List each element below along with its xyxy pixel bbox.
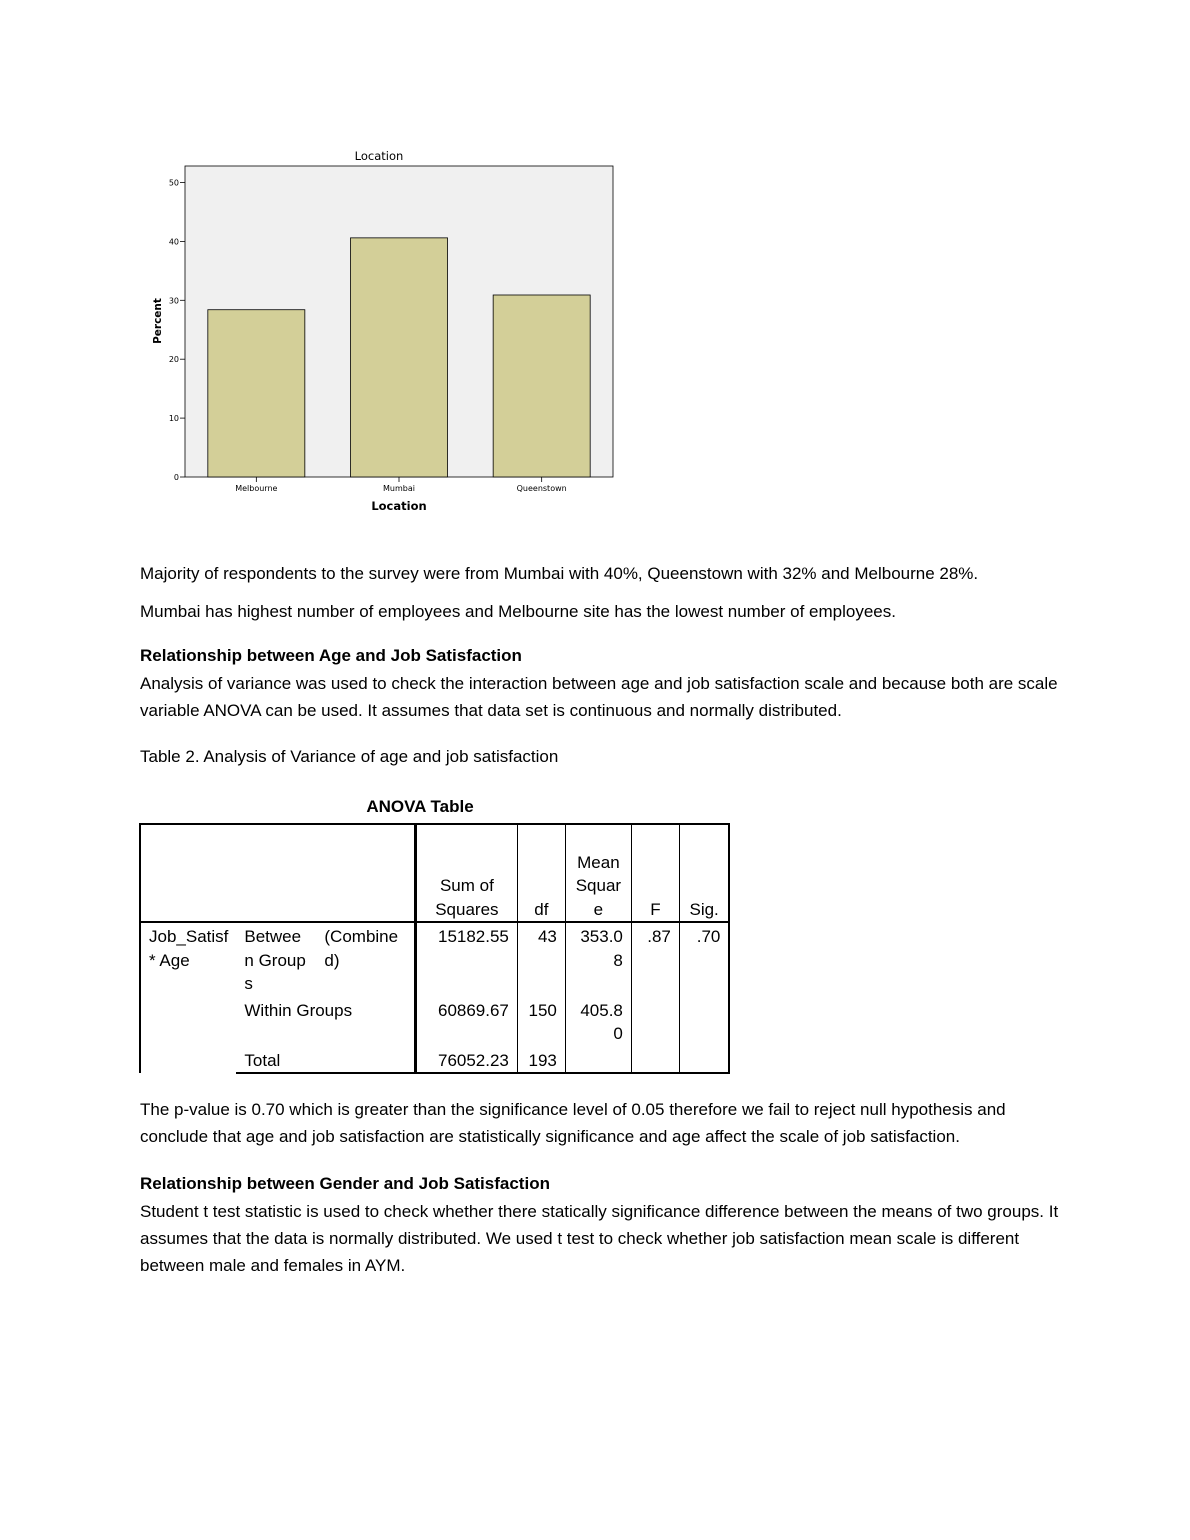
bar-queenstown (493, 295, 590, 477)
age-section-body: Analysis of variance was used to check the interaction between age and job satisfaction scale and because both are scale variable ANOVA can be used. It assumes that data set is continuous and normally distributed. (140, 674, 1058, 720)
header-sum-of-squares: Sum of Squares (415, 824, 517, 922)
gender-section-heading: Relationship between Gender and Job Satisfaction (140, 1174, 550, 1193)
within-ss: 60869.67 (415, 996, 517, 1046)
x-tick-label: Melbourne (235, 484, 278, 493)
within-f-empty (631, 996, 679, 1046)
y-tick-label: 0 (173, 473, 179, 482)
total-label: Total (236, 1046, 415, 1074)
location-bar-chart (140, 140, 630, 520)
chart-title: Location (354, 149, 404, 163)
total-sig-empty (679, 1046, 729, 1074)
total-ss: 76052.23 (415, 1046, 517, 1074)
anova-header-row (140, 824, 729, 922)
age-section-heading: Relationship between Age and Job Satisfaction (140, 646, 522, 665)
y-axis-label: Percent (152, 298, 164, 344)
between-df: 43 (517, 922, 565, 996)
y-tick-label: 20 (168, 355, 179, 365)
between-sig: .70 (679, 922, 729, 996)
location-summary-paragraph: Majority of respondents to the survey were from Mumbai with 40%, Queenstown with 32% and Melbourne 28%. (140, 564, 979, 583)
bar-melbourne (208, 310, 305, 477)
combined-label: (Combined) (324, 927, 399, 970)
y-tick-label: 40 (168, 237, 179, 247)
x-axis (235, 477, 566, 493)
within-ms: 405.80 (565, 996, 631, 1046)
header-mean-square: Mean Square (565, 824, 631, 922)
x-tick-label: Mumbai (383, 484, 415, 493)
x-tick-label: Queenstown (516, 484, 567, 493)
between-f: .87 (631, 922, 679, 996)
between-ss: 15182.55 (415, 922, 517, 996)
anova-table-title: ANOVA Table (366, 797, 474, 816)
x-axis-label: Location (371, 499, 427, 513)
within-df: 150 (517, 996, 565, 1046)
within-sig-empty (679, 996, 729, 1046)
y-tick-label: 30 (168, 296, 179, 306)
y-tick-label: 10 (168, 414, 179, 424)
total-ms-empty (565, 1046, 631, 1074)
bar-mumbai (350, 238, 447, 477)
y-axis (169, 178, 185, 482)
header-blank-cell (140, 824, 415, 922)
pvalue-paragraph: The p-value is 0.70 which is greater than the significance level of 0.05 therefore we fail to reject null hypothesis and conclude that age and job satisfaction are statistically significance and age affect the scale of job satisfaction. (140, 1100, 1006, 1146)
total-f-empty (631, 1046, 679, 1074)
table-caption: Table 2. Analysis of Variance of age and job satisfaction (140, 747, 559, 766)
gender-section-body: Student t test statistic is used to check whether there statically significance difference between the means of two groups. It assumes that the data is normally distributed. We used t test to check whether job satisfaction mean scale is different between male and females in AYM. (140, 1202, 1059, 1275)
anova-table (139, 823, 730, 1074)
header-f: F (631, 824, 679, 922)
table-row (140, 922, 729, 996)
header-df: df (517, 824, 565, 922)
within-groups-label: Within Groups (244, 1000, 353, 1020)
employees-note-paragraph: Mumbai has highest number of employees and Melbourne site has the lowest number of employees. (140, 602, 896, 621)
total-df: 193 (517, 1046, 565, 1074)
header-sig: Sig. (679, 824, 729, 922)
y-tick-label: 50 (168, 178, 179, 188)
between-ms: 353.08 (565, 922, 631, 996)
between-groups-label: Between Groups (244, 927, 306, 993)
variable-label: Job_Satisf * Age (140, 922, 236, 1073)
